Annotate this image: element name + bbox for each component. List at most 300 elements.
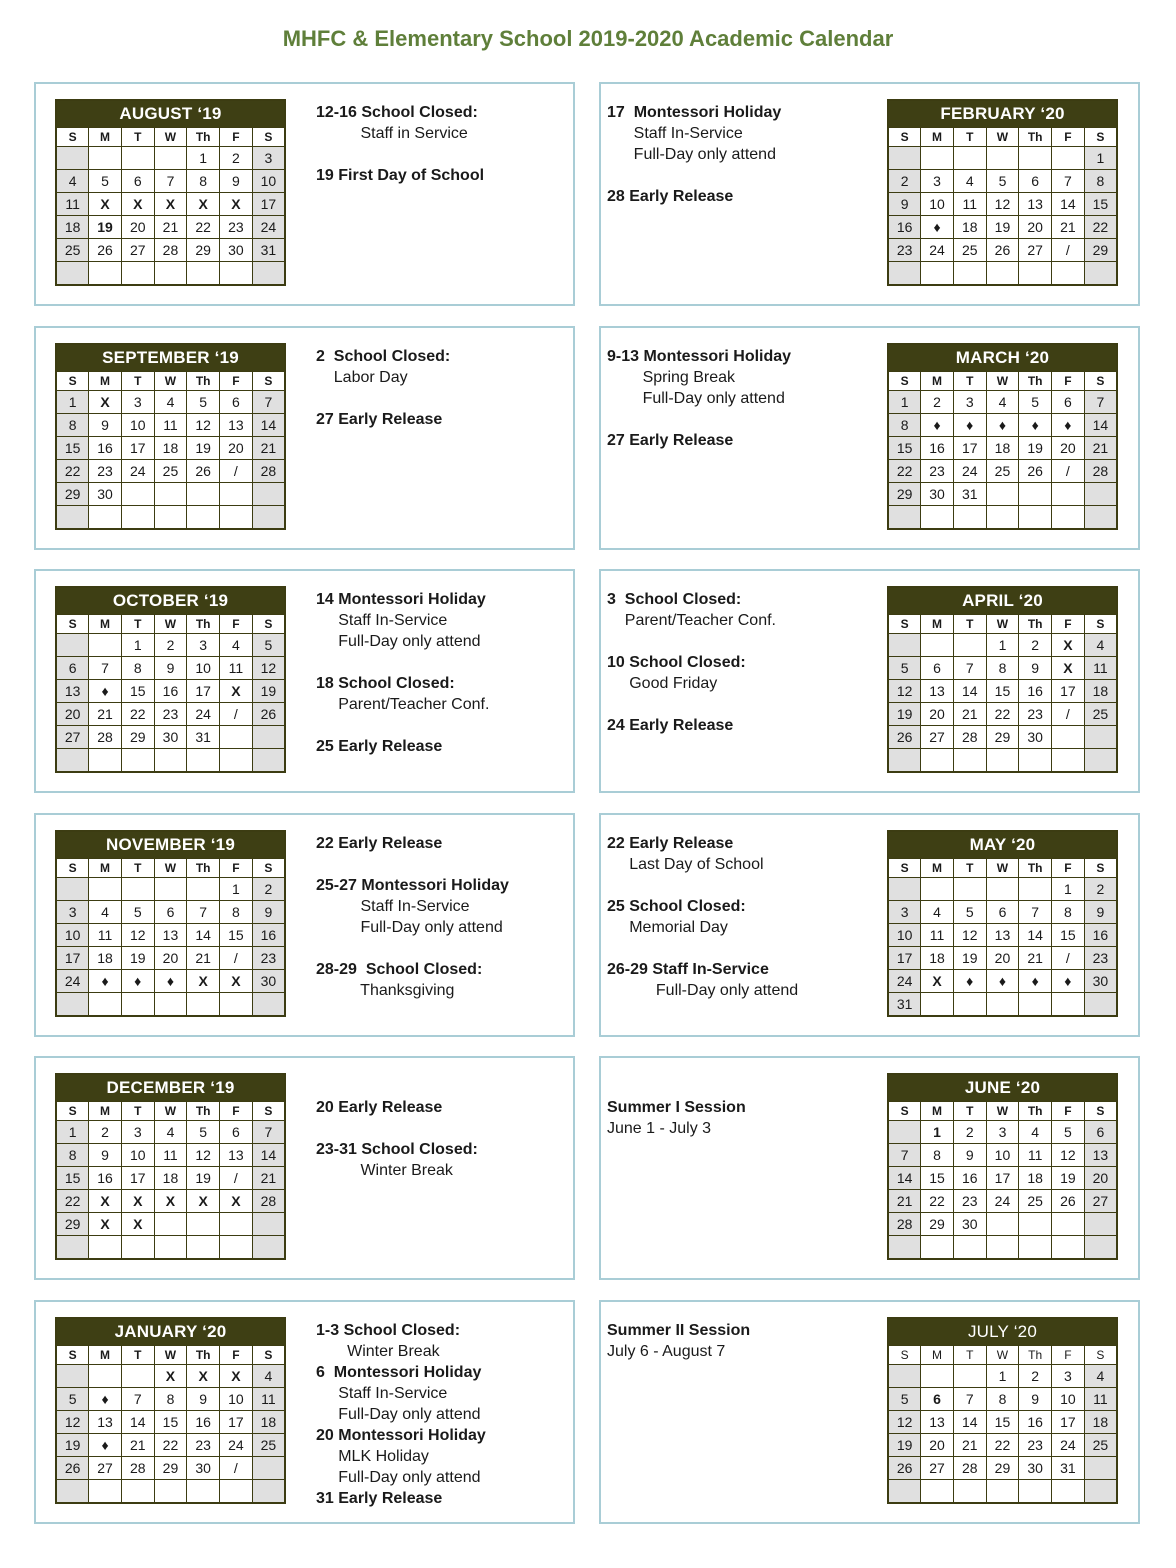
- weekday-header: M: [921, 128, 954, 147]
- week-row: [56, 1365, 285, 1388]
- day-cell: 8: [986, 1388, 1019, 1411]
- day-cell: 9: [187, 1388, 220, 1411]
- note-title: 1-3 School Closed:: [316, 1322, 461, 1339]
- day-cell: 1: [220, 878, 253, 901]
- note-detail: Full-Day only attend: [316, 1406, 481, 1423]
- day-cell: 25: [154, 460, 187, 483]
- day-cell: [121, 483, 154, 506]
- week-row: [888, 1213, 1117, 1236]
- day-cell: 24: [252, 216, 285, 239]
- weekday-header: S: [888, 1346, 921, 1365]
- day-cell: 14: [953, 680, 986, 703]
- day-cell: 2: [1019, 1365, 1052, 1388]
- day-cell: 20: [56, 703, 89, 726]
- day-cell: [89, 749, 122, 773]
- day-cell: 11: [953, 193, 986, 216]
- day-cell: [888, 262, 921, 286]
- month-header: SEPTEMBER ‘19: [56, 344, 285, 372]
- weekday-header: M: [89, 1102, 122, 1121]
- day-cell: 25: [986, 460, 1019, 483]
- day-cell: X: [220, 680, 253, 703]
- day-cell: /: [1052, 460, 1085, 483]
- day-cell: [1084, 1236, 1117, 1260]
- note-title: 17 Montessori Holiday: [607, 104, 782, 121]
- day-cell: /: [220, 460, 253, 483]
- day-cell: 2: [252, 878, 285, 901]
- day-cell: 13: [1084, 1144, 1117, 1167]
- month-calendar: [55, 99, 286, 286]
- day-cell: [1019, 878, 1052, 901]
- day-cell: 10: [56, 924, 89, 947]
- day-cell: [154, 749, 187, 773]
- day-cell: 26: [1019, 460, 1052, 483]
- day-cell: 5: [1052, 1121, 1085, 1144]
- week-row: [888, 680, 1117, 703]
- day-cell: 14: [888, 1167, 921, 1190]
- day-cell: 11: [252, 1388, 285, 1411]
- day-cell: [953, 749, 986, 773]
- day-cell: 23: [888, 239, 921, 262]
- note-detail: June 1 - July 3: [607, 1120, 712, 1137]
- day-cell: ♦: [89, 1434, 122, 1457]
- day-cell: [1084, 726, 1117, 749]
- month-calendar: [55, 586, 286, 773]
- note-detail: Parent/Teacher Conf.: [316, 696, 490, 713]
- day-cell: [986, 1213, 1019, 1236]
- weekday-header: T: [121, 372, 154, 391]
- day-cell: 15: [1084, 193, 1117, 216]
- weekday-header: S: [888, 859, 921, 878]
- weekday-header: S: [252, 1346, 285, 1365]
- day-cell: 6: [921, 1388, 954, 1411]
- day-cell: 4: [252, 1365, 285, 1388]
- day-cell: X: [220, 193, 253, 216]
- day-cell: ♦: [953, 970, 986, 993]
- day-cell: [220, 483, 253, 506]
- day-cell: 7: [252, 391, 285, 414]
- week-row: [56, 1236, 285, 1260]
- day-cell: 29: [921, 1213, 954, 1236]
- day-cell: [1052, 483, 1085, 506]
- day-cell: 4: [56, 170, 89, 193]
- day-cell: 21: [1019, 947, 1052, 970]
- day-cell: 9: [888, 193, 921, 216]
- day-cell: 18: [252, 1411, 285, 1434]
- weekday-header: S: [1084, 1102, 1117, 1121]
- day-cell: 2: [220, 147, 253, 170]
- day-cell: 2: [1019, 634, 1052, 657]
- note-detail: Staff In-Service: [316, 612, 448, 629]
- weekday-header: T: [953, 859, 986, 878]
- day-cell: 7: [187, 901, 220, 924]
- note-detail: Labor Day: [316, 369, 408, 386]
- day-cell: [921, 878, 954, 901]
- weekday-header: W: [154, 1102, 187, 1121]
- day-cell: [121, 993, 154, 1017]
- day-cell: 14: [187, 924, 220, 947]
- weekday-header: W: [986, 128, 1019, 147]
- day-cell: [888, 1121, 921, 1144]
- note-detail: Good Friday: [607, 675, 718, 692]
- weekday-header: F: [220, 1346, 253, 1365]
- day-cell: 19: [888, 1434, 921, 1457]
- weekday-header: F: [1052, 615, 1085, 634]
- day-cell: 10: [1052, 1388, 1085, 1411]
- day-cell: 8: [1052, 901, 1085, 924]
- week-row: [56, 483, 285, 506]
- day-cell: 8: [986, 657, 1019, 680]
- note-detail: Winter Break: [316, 1162, 453, 1179]
- week-row: [56, 749, 285, 773]
- day-cell: 26: [986, 239, 1019, 262]
- day-cell: [187, 878, 220, 901]
- day-cell: 7: [953, 657, 986, 680]
- week-row: [56, 1121, 285, 1144]
- day-cell: 13: [220, 414, 253, 437]
- day-cell: 28: [89, 726, 122, 749]
- day-cell: [986, 1236, 1019, 1260]
- day-cell: 26: [89, 239, 122, 262]
- day-cell: 14: [252, 414, 285, 437]
- week-row: [888, 1457, 1117, 1480]
- day-cell: 11: [1019, 1144, 1052, 1167]
- week-row: [888, 901, 1117, 924]
- day-cell: 1: [56, 391, 89, 414]
- day-cell: 23: [921, 460, 954, 483]
- weekday-header: S: [56, 615, 89, 634]
- day-cell: 20: [921, 1434, 954, 1457]
- day-cell: [953, 262, 986, 286]
- day-cell: [89, 1480, 122, 1504]
- day-cell: 17: [121, 1167, 154, 1190]
- day-cell: 15: [154, 1411, 187, 1434]
- day-cell: 6: [1084, 1121, 1117, 1144]
- day-cell: ♦: [953, 414, 986, 437]
- day-cell: 29: [56, 483, 89, 506]
- day-cell: 10: [888, 924, 921, 947]
- day-cell: 27: [89, 1457, 122, 1480]
- day-cell: 27: [1084, 1190, 1117, 1213]
- day-cell: [888, 634, 921, 657]
- day-cell: 23: [1019, 703, 1052, 726]
- weekday-header: S: [252, 1102, 285, 1121]
- weekday-header: S: [252, 615, 285, 634]
- note-title: Summer II Session: [607, 1322, 751, 1339]
- weekday-header: F: [1052, 1346, 1085, 1365]
- weekday-header: S: [888, 615, 921, 634]
- day-cell: 7: [953, 1388, 986, 1411]
- day-cell: [252, 506, 285, 530]
- month-notes: [316, 346, 556, 430]
- month-calendar: [887, 99, 1118, 286]
- week-row: [888, 993, 1117, 1017]
- day-cell: 16: [154, 680, 187, 703]
- note-title: 27 Early Release: [316, 411, 443, 428]
- day-cell: 30: [921, 483, 954, 506]
- week-row: [56, 216, 285, 239]
- day-cell: 11: [921, 924, 954, 947]
- day-cell: 20: [1019, 216, 1052, 239]
- week-row: [56, 1411, 285, 1434]
- day-cell: 2: [888, 170, 921, 193]
- day-cell: 21: [252, 437, 285, 460]
- day-cell: [1052, 993, 1085, 1017]
- day-cell: [220, 993, 253, 1017]
- day-cell: 20: [1052, 437, 1085, 460]
- note-detail: Memorial Day: [607, 919, 728, 936]
- day-cell: 7: [154, 170, 187, 193]
- weekday-header: M: [89, 615, 122, 634]
- day-cell: 28: [953, 1457, 986, 1480]
- week-row: [888, 749, 1117, 773]
- day-cell: 14: [953, 1411, 986, 1434]
- day-cell: 30: [252, 970, 285, 993]
- day-cell: 24: [921, 239, 954, 262]
- day-cell: 5: [986, 170, 1019, 193]
- day-cell: 27: [121, 239, 154, 262]
- day-cell: 12: [888, 680, 921, 703]
- week-row: [888, 947, 1117, 970]
- day-cell: [953, 993, 986, 1017]
- day-cell: [1084, 1457, 1117, 1480]
- day-cell: [986, 749, 1019, 773]
- day-cell: [121, 506, 154, 530]
- day-cell: 27: [921, 1457, 954, 1480]
- day-cell: [921, 993, 954, 1017]
- week-row: [888, 703, 1117, 726]
- note-title: 12-16 School Closed:: [316, 104, 478, 121]
- day-cell: 20: [154, 947, 187, 970]
- day-cell: 19: [953, 947, 986, 970]
- day-cell: 25: [953, 239, 986, 262]
- weekday-header: T: [121, 1102, 154, 1121]
- weekday-header: Th: [187, 1102, 220, 1121]
- day-cell: 22: [921, 1190, 954, 1213]
- weekday-header: S: [888, 1102, 921, 1121]
- day-cell: [888, 147, 921, 170]
- day-cell: 27: [921, 726, 954, 749]
- day-cell: 22: [986, 1434, 1019, 1457]
- day-cell: ♦: [154, 970, 187, 993]
- week-row: [888, 414, 1117, 437]
- day-cell: 3: [121, 1121, 154, 1144]
- month-panel-february-20: [599, 82, 1140, 306]
- day-cell: 19: [89, 216, 122, 239]
- month-notes: [607, 346, 847, 451]
- weekday-header: S: [252, 372, 285, 391]
- month-notes: [316, 102, 556, 186]
- day-cell: 10: [121, 1144, 154, 1167]
- week-row: [56, 1144, 285, 1167]
- day-cell: 1: [888, 391, 921, 414]
- day-cell: ♦: [921, 216, 954, 239]
- weekday-header: F: [220, 1102, 253, 1121]
- week-row: [56, 414, 285, 437]
- day-cell: 8: [187, 170, 220, 193]
- day-cell: 18: [1084, 680, 1117, 703]
- month-calendar: [887, 1317, 1118, 1504]
- day-cell: [220, 1480, 253, 1504]
- day-cell: [1052, 262, 1085, 286]
- day-cell: 29: [56, 1213, 89, 1236]
- week-row: [56, 703, 285, 726]
- month-notes: [316, 1320, 556, 1509]
- month-header: DECEMBER ‘19: [56, 1074, 285, 1102]
- day-cell: 13: [56, 680, 89, 703]
- weekday-header: M: [921, 615, 954, 634]
- day-cell: 29: [1084, 239, 1117, 262]
- note-detail: Thanksgiving: [316, 982, 455, 999]
- day-cell: 6: [220, 1121, 253, 1144]
- day-cell: 17: [1052, 1411, 1085, 1434]
- month-notes: [607, 102, 847, 207]
- day-cell: [1019, 1236, 1052, 1260]
- note-spacer: [607, 938, 847, 959]
- day-cell: 11: [1084, 1388, 1117, 1411]
- day-cell: [56, 262, 89, 286]
- day-cell: 22: [187, 216, 220, 239]
- day-cell: /: [1052, 703, 1085, 726]
- day-cell: 19: [986, 216, 1019, 239]
- day-cell: X: [187, 193, 220, 216]
- day-cell: 18: [986, 437, 1019, 460]
- day-cell: 22: [154, 1434, 187, 1457]
- day-cell: [154, 878, 187, 901]
- weekday-header: S: [56, 1346, 89, 1365]
- day-cell: 1: [1052, 878, 1085, 901]
- note-detail: MLK Holiday: [316, 1448, 429, 1465]
- day-cell: [921, 1236, 954, 1260]
- day-cell: [187, 1480, 220, 1504]
- week-row: [56, 437, 285, 460]
- weekday-header: W: [154, 128, 187, 147]
- week-row: [888, 1121, 1117, 1144]
- note-detail: Full-Day only attend: [607, 390, 785, 407]
- week-row: [888, 1388, 1117, 1411]
- week-row: [888, 239, 1117, 262]
- day-cell: 3: [953, 391, 986, 414]
- weekday-header: S: [1084, 372, 1117, 391]
- day-cell: 18: [921, 947, 954, 970]
- day-cell: 12: [187, 1144, 220, 1167]
- day-cell: [252, 483, 285, 506]
- weekday-header: S: [888, 372, 921, 391]
- day-cell: X: [220, 1190, 253, 1213]
- day-cell: 10: [220, 1388, 253, 1411]
- day-cell: 14: [1052, 193, 1085, 216]
- day-cell: 9: [953, 1144, 986, 1167]
- note-title: 26-29 Staff In-Service: [607, 961, 769, 978]
- day-cell: [1019, 749, 1052, 773]
- month-header: FEBRUARY ‘20: [888, 100, 1117, 128]
- day-cell: [89, 878, 122, 901]
- weekday-header: W: [986, 859, 1019, 878]
- note-title: 23-31 School Closed:: [316, 1141, 478, 1158]
- day-cell: [1084, 993, 1117, 1017]
- day-cell: 18: [154, 1167, 187, 1190]
- month-header: JUNE ‘20: [888, 1074, 1117, 1102]
- day-cell: 29: [121, 726, 154, 749]
- day-cell: 30: [89, 483, 122, 506]
- day-cell: 9: [220, 170, 253, 193]
- day-cell: 21: [187, 947, 220, 970]
- day-cell: 3: [187, 634, 220, 657]
- day-cell: 3: [986, 1121, 1019, 1144]
- day-cell: 26: [187, 460, 220, 483]
- month-header: APRIL ‘20: [888, 587, 1117, 615]
- day-cell: [1084, 749, 1117, 773]
- day-cell: [986, 483, 1019, 506]
- weekday-header: T: [953, 128, 986, 147]
- day-cell: X: [89, 391, 122, 414]
- note-detail: Staff in Service: [316, 125, 468, 142]
- note-spacer: [316, 854, 556, 875]
- day-cell: 4: [154, 391, 187, 414]
- month-calendar: [887, 343, 1118, 530]
- note-spacer: [316, 388, 556, 409]
- note-title: 22 Early Release: [316, 835, 443, 852]
- day-cell: 7: [1052, 170, 1085, 193]
- week-row: [888, 970, 1117, 993]
- day-cell: 15: [56, 1167, 89, 1190]
- day-cell: 15: [121, 680, 154, 703]
- day-cell: 20: [986, 947, 1019, 970]
- day-cell: 13: [921, 1411, 954, 1434]
- note-title: 20 Early Release: [316, 1099, 443, 1116]
- day-cell: [121, 147, 154, 170]
- month-panel-september-19: [34, 326, 575, 550]
- page-title: MHFC & Elementary School 2019-2020 Academic Calendar: [282, 26, 894, 51]
- month-panel-august-19: [34, 82, 575, 306]
- day-cell: [888, 1365, 921, 1388]
- day-cell: [56, 1365, 89, 1388]
- day-cell: [252, 1480, 285, 1504]
- month-panel-december-19: [34, 1056, 575, 1280]
- note-detail: Full-Day only attend: [607, 982, 799, 999]
- day-cell: 19: [121, 947, 154, 970]
- weekday-header: T: [121, 615, 154, 634]
- note-spacer: [316, 1118, 556, 1139]
- note-detail: Full-Day only attend: [316, 633, 481, 650]
- day-cell: 6: [1019, 170, 1052, 193]
- day-cell: 2: [1084, 878, 1117, 901]
- day-cell: /: [220, 947, 253, 970]
- day-cell: 3: [1052, 1365, 1085, 1388]
- week-row: [56, 460, 285, 483]
- month-panel-november-19: [34, 813, 575, 1037]
- day-cell: 12: [252, 657, 285, 680]
- day-cell: 29: [986, 726, 1019, 749]
- note-title: 28 Early Release: [607, 188, 734, 205]
- day-cell: [953, 506, 986, 530]
- day-cell: 17: [56, 947, 89, 970]
- day-cell: [921, 634, 954, 657]
- day-cell: 23: [252, 947, 285, 970]
- day-cell: [89, 993, 122, 1017]
- month-calendar: [887, 1073, 1118, 1260]
- day-cell: X: [154, 1190, 187, 1213]
- day-cell: [986, 262, 1019, 286]
- day-cell: 28: [953, 726, 986, 749]
- weekday-header: M: [89, 1346, 122, 1365]
- day-cell: 11: [220, 657, 253, 680]
- month-notes: [607, 589, 847, 736]
- day-cell: 19: [1052, 1167, 1085, 1190]
- day-cell: 8: [888, 414, 921, 437]
- day-cell: 8: [220, 901, 253, 924]
- day-cell: 21: [953, 703, 986, 726]
- day-cell: [1019, 506, 1052, 530]
